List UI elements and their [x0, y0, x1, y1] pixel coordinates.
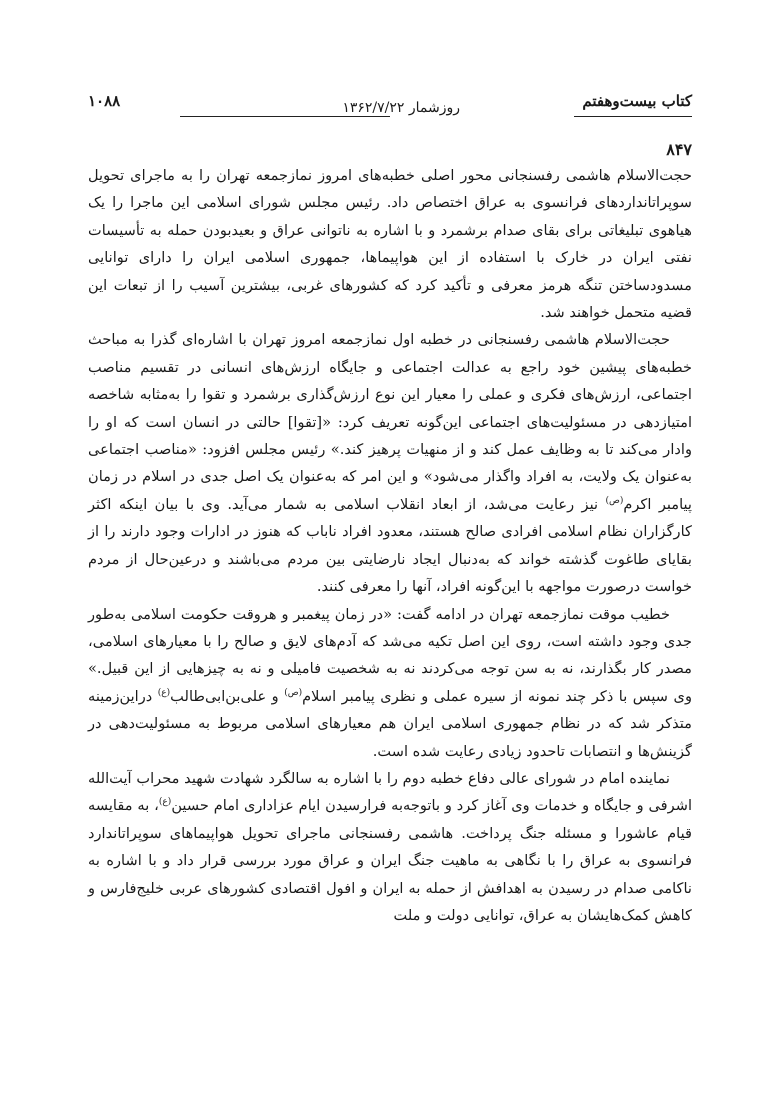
book-title: کتاب بیست‌وهفتم — [582, 92, 692, 110]
paragraph-2: حجت‌الاسلام هاشمی رفسنجانی در خطبه اول نمازجمعه امروز تهران با اشاره‌ای گذرا به مباحث خطبه‌های پیشین خود راجع به عدالت اجتماعی و جایگاه ارزش‌های انسانی در تقسیم مناصب اجتماعی، ارزش‌های فکری و عملی را معیار این نوع ارزش‌گذاری برشمرد و تقوا را به‌مثابه شاخصه امتیازدهی در مسئولیت‌های اجتماعی این‌گونه تعریف کرد: «[تقوا] حالتی در انسان است که او را وادار می‌کند تا به وظایف عمل کند و از منهیات پرهیز کند.» رئیس مجلس افزود: «مناصب اجتماعی به‌عنوان یک ولایت، به افراد واگذار می‌شود» و این امر که به‌عنوان یک اصل جدی در اسلام در زمان پیامبر اکرم$^{(ص)}$ نیز رعایت می‌شد، از ابعاد انقلاب اسلامی به شمار می‌آید. وی با بیان اینکه اکثر کارگزاران نظام اسلامی افرادی صالح هستند، معدود افراد ناباب که هنوز در ادارات وجود دارند را از بقایای طاغوت گذشته خواند که به‌دنبال ایجاد نارضایتی بین مردم می‌باشند و درعین‌حال از مردم خواست درصورت مواجهه با این‌گونه افراد، آنها را معرفی کنند. — [88, 331, 692, 596]
paragraph-1: حجت‌الاسلام هاشمی رفسنجانی محور اصلی خطبه‌های امروز نمازجمعه تهران را به ماجرای تحویل سوپراتانداردهای فرانسوی به عراق اختصاص داد. رئیس مجلس شورای اسلامی این ماجرا را یک هیاهوی تبلیغاتی برای بقای صدام برشمرد و با اشاره به ناتوانی عراق و بعیدبودن حمله به تأسیسات نفتی ایران در خارک با استفاده از این هواپیماها، جمهوری اسلامی ایران را دارای توانایی مسدودساختن تنگه هرمز معرفی و تأکید کرد که کشورهای غربی، بیشترین آسیب را از تبعات این قضیه متحمل خواهند شد. — [88, 167, 692, 322]
page-number: ۱۰۸۸ — [88, 92, 121, 110]
paragraph-4: نماینده امام در شورای عالی دفاع خطبه دوم را با اشاره به سالگرد شهادت شهید محراب آیت‌الله اشرفی و جایگاه و خدمات وی آغاز کرد و باتوجه‌به فرارسیدن ایام عزاداری امام حسین$^{(ع)}$، به مقایسه قیام عاشورا و مسئله جنگ پرداخت. هاشمی رفسنجانی ماجرای تحویل هواپیماهای سوپراتاندارد فرانسوی به عراق را با نگاهی به ماهیت جنگ ایران و عراق مورد بررسی قرار داد و با اشاره به ناکامی صدام در رسیدن به اهدافش از حمله به ایران و افول اقتصادی کشورهای عربی خلیج‌فارس و کاهش کمک‌هایشان به عراق، توانایی دولت و ملت — [88, 769, 692, 924]
honorific-superscript: (ع) — [158, 797, 172, 808]
page-header — [88, 92, 692, 122]
honorific-superscript: (ص) — [605, 496, 624, 507]
body-text — [88, 162, 692, 929]
header-rule-left — [180, 116, 390, 117]
header-rule-right — [574, 116, 692, 117]
diary-date: روزشمار ۱۳۶۲/۷/۲۲ — [342, 100, 460, 116]
honorific-superscript: (ع) — [157, 687, 171, 698]
honorific-superscript: (ص) — [284, 687, 303, 698]
entry-number: ۸۴۷ — [666, 140, 692, 159]
paragraph-3: خطیب موقت نمازجمعه تهران در ادامه گفت: «در زمان پیغمبر و هروقت حکومت اسلامی به‌طور جدی وجود داشته است، روی این اصل تکیه می‌شد که آدم‌های لایق و صالح را با معیارهای اسلامی، مصدر کار بگذارند، نه به سن توجه می‌کردند نه به شخصیت فامیلی و نه به چیزهایی از این قبیل.» وی سپس با ذکر چند نمونه از سیره عملی و نظری پیامبر اسلام$^{(ص)}$ و علی‌بن‌ابی‌طالب$^{(ع)}$ دراین‌زمینه متذکر شد که در نظام جمهوری اسلامی ایران هم معیارهای اسلامی مربوط به مسئولیت‌دهی در گزینش‌ها و انتصابات تاحدود زیادی رعایت شده است. — [88, 605, 692, 760]
